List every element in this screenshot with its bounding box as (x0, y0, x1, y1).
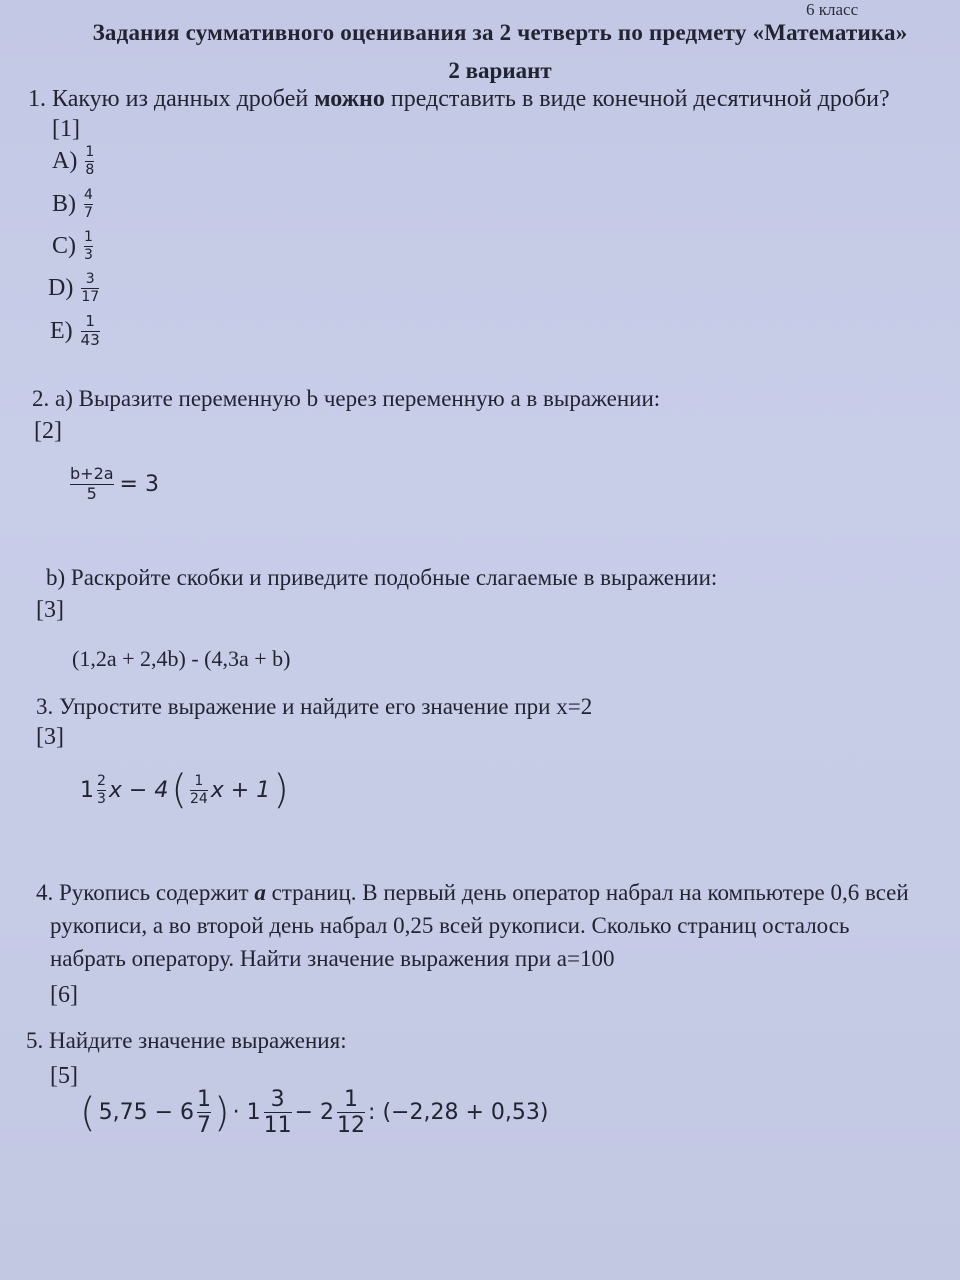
question-2b-expression: (1,2a + 2,4b) - (4,3a + b) (72, 646, 291, 671)
option-fraction (81, 314, 100, 349)
mixed-whole: 1 (80, 777, 94, 803)
right-paren-icon: ) (273, 767, 289, 813)
question-4-line-2: рукописи, а во второй день набрал 0,25 всей рукописи. Сколько страниц осталось (50, 913, 850, 938)
question-3-expression (80, 767, 289, 813)
fraction-denominator: 7 (84, 204, 93, 221)
document-title: Задания суммативного оценивания за 2 четверть по предмету «Математика» (92, 20, 908, 45)
option-fraction (84, 230, 93, 262)
option-fraction (81, 272, 99, 304)
fraction-numerator: 4 (84, 187, 93, 203)
expression-minus: − 2 (294, 1100, 335, 1126)
equation-fraction (70, 466, 114, 503)
option-b (52, 188, 93, 220)
option-label: C) (52, 232, 76, 259)
fraction-1 (197, 1088, 211, 1137)
fraction-denominator: 24 (189, 790, 208, 807)
option-fraction (84, 188, 93, 220)
expression-middle: x − 4 (108, 777, 169, 803)
question-5-text: 5. Найдите значение выражения: (26, 1028, 347, 1053)
option-label: B) (52, 190, 76, 217)
expression-part-a: 5,75 − 6 (98, 1100, 195, 1126)
question-3-mark: [3] (36, 724, 64, 750)
fraction-numerator: 3 (85, 271, 95, 287)
fraction-denominator: 8 (85, 161, 95, 178)
question-2a-text: 2. a) Выразите переменную b через переменную a в выражении: (32, 386, 661, 411)
option-label: E) (50, 317, 73, 344)
question-1-text (28, 86, 890, 113)
fraction-denominator: 43 (80, 330, 100, 349)
fraction-numerator: 2 (97, 772, 106, 789)
fraction-denominator: 12 (337, 1113, 366, 1139)
fraction-denominator: 11 (263, 1113, 292, 1139)
question-4-variable: a (254, 880, 266, 905)
fraction-numerator: 1 (84, 229, 93, 245)
question-2a-mark: [2] (34, 418, 62, 444)
fraction-denominator: 5 (86, 483, 97, 503)
option-c (52, 230, 93, 262)
option-d (48, 272, 99, 304)
inner-fraction (190, 774, 208, 806)
question-2b-mark: [3] (36, 597, 64, 623)
equation-rhs: = 3 (119, 471, 159, 497)
fraction-denominator: 17 (81, 288, 100, 305)
fraction-numerator: 1 (194, 772, 204, 789)
question-2a-equation (70, 466, 159, 503)
option-e (50, 314, 100, 349)
option-fraction (85, 145, 94, 177)
question-4-line-1 (36, 880, 909, 906)
fraction-3 (337, 1088, 365, 1137)
expression-dot: · 1 (232, 1100, 261, 1126)
fraction-numerator: 1 (344, 1087, 359, 1112)
question-4-line-1-pre: 4. Рукопись содержит (36, 880, 255, 905)
fraction-numerator: 1 (85, 312, 95, 330)
right-paren-icon: ) (214, 1089, 230, 1136)
left-paren-icon: ( (80, 1089, 96, 1136)
question-1-text-bold: можно (314, 86, 385, 112)
expression-tail: : (−2,28 + 0,53) (368, 1100, 549, 1126)
variant-label: 2 вариант (448, 58, 552, 83)
fraction-denominator: 3 (84, 246, 93, 263)
fraction-numerator: 1 (197, 1087, 212, 1112)
option-label: D) (48, 274, 74, 301)
question-1-text-post: представить в виде конечной десятичной дроби? (384, 86, 890, 112)
fraction-denominator: 7 (197, 1113, 212, 1139)
question-1-text-pre: 1. Какую из данных дробей (28, 86, 315, 112)
fraction-numerator: b+2a (70, 464, 114, 483)
question-4-line-3: набрать оператору. Найти значение выражения при a=100 (50, 946, 615, 971)
fraction-2 (264, 1088, 292, 1137)
option-label: A) (52, 147, 78, 174)
question-2b-text: b) Раскройте скобки и приведите подобные слагаемые в выражении: (46, 565, 718, 590)
expression-tail: x + 1 (210, 777, 271, 803)
question-1-mark: [1] (52, 116, 80, 142)
question-5-mark: [5] (50, 1063, 78, 1089)
mixed-fraction (97, 774, 106, 806)
fraction-denominator: 3 (97, 790, 106, 807)
grade-label: 6 класс (806, 0, 859, 19)
question-4-line-1-post: страниц. В первый день оператор набрал на компьютере 0,6 всей (265, 880, 909, 905)
fraction-numerator: 3 (270, 1087, 285, 1112)
left-paren-icon: ( (171, 767, 187, 813)
question-5-expression (80, 1088, 548, 1137)
option-a (52, 145, 94, 177)
question-4-mark: [6] (50, 982, 78, 1008)
fraction-numerator: 1 (85, 144, 95, 160)
question-3-text: 3. Упростите выражение и найдите его значение при x=2 (36, 694, 593, 719)
